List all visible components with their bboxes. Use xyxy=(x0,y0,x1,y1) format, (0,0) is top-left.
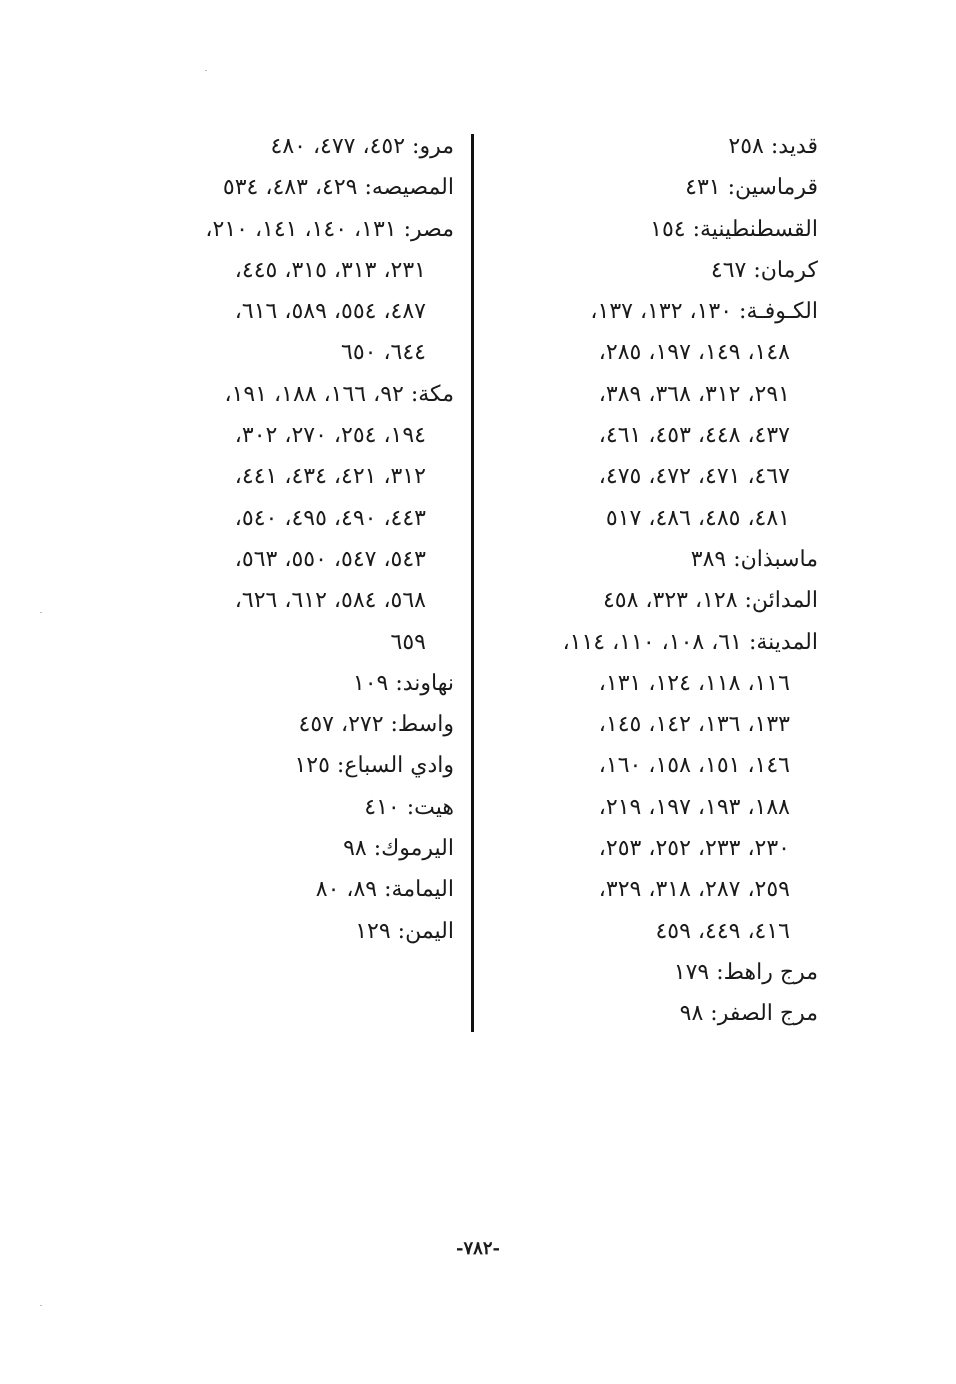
index-entry: القسطنطينية: ١٥٤ xyxy=(650,216,818,242)
index-entry: مرو: ٤٥٢، ٤٧٧، ٤٨٠ xyxy=(270,134,454,159)
index-entry: ماسبذان: ٣٨٩ xyxy=(690,546,818,572)
index-entry-continuation: ٤٣٧، ٤٤٨، ٤٥٣، ٤٦١، xyxy=(598,423,790,449)
index-entry-continuation: ٥٦٨، ٥٨٤، ٦١٢، ٦٢٦، xyxy=(234,588,426,614)
index-entry: واسط: ٢٧٢، ٤٥٧ xyxy=(298,712,454,738)
index-entry: مكة: ٩٢، ١٦٦، ١٨٨، ١٩١، xyxy=(224,381,454,407)
index-entry-continuation: ٥٤٣، ٥٤٧، ٥٥٠، ٥٦٣، xyxy=(234,546,426,572)
index-entry-continuation: ٢٣٠، ٢٣٣، ٢٥٢، ٢٥٣، xyxy=(598,836,790,862)
index-entry-continuation: ٤١٦، ٤٤٩، ٤٥٩ xyxy=(655,918,790,944)
index-entry: اليمن: ١٢٩ xyxy=(355,918,454,944)
index-entry-continuation: ١٤٨، ١٤٩، ١٩٧، ٢٨٥، xyxy=(598,340,790,366)
index-column-right xyxy=(488,126,818,1035)
index-entry-continuation: ٢٥٩، ٢٨٧، ٣١٨، ٣٢٩، xyxy=(598,877,790,903)
index-entry-continuation: ١١٦، ١١٨، ١٢٤، ١٣١، xyxy=(598,670,790,696)
index-entry-continuation: ٤٨١، ٤٨٥، ٤٨٦، ٥١٧ xyxy=(605,505,790,531)
index-entry: الكـوفـة: ١٣٠، ١٣٢، ١٣٧، xyxy=(590,299,818,325)
index-entry: اليمامة: ٨٩، ٨٠ xyxy=(315,877,454,903)
index-entry: اليرموك: ٩٨ xyxy=(343,836,454,862)
page-number: -٧٨٢- xyxy=(456,1238,500,1259)
index-entry-continuation: ٢٩١، ٣١٢، ٣٦٨، ٣٨٩، xyxy=(598,381,790,407)
index-entry: هيت: ٤١٠ xyxy=(364,794,454,820)
index-entry-continuation: ٢٣١، ٣١٣، ٣١٥، ٤٤٥، xyxy=(234,257,426,283)
scan-speck xyxy=(205,70,207,71)
index-entry: كرمان: ٤٦٧ xyxy=(710,257,818,283)
index-entry-continuation: ١٨٨، ١٩٣، ١٩٧، ٢١٩، xyxy=(598,794,790,820)
index-entry: المدائن: ١٢٨، ٣٢٣، ٤٥٨ xyxy=(602,588,818,614)
index-entry: قرماسين: ٤٣١ xyxy=(685,175,818,201)
index-entry: مرج الصفر: ٩٨ xyxy=(679,1001,818,1027)
index-entry: المصيصه: ٤٢٩، ٤٨٣، ٥٣٤ xyxy=(222,175,454,201)
column-divider xyxy=(471,134,474,1032)
index-column-left xyxy=(124,126,454,952)
index-entry: وادي السباع: ١٢٥ xyxy=(294,753,454,779)
index-entry-continuation: ١٤٦، ١٥١، ١٥٨، ١٦٠، xyxy=(598,753,790,779)
index-entry-continuation: ١٩٤، ٢٥٤، ٢٧٠، ٣٠٢، xyxy=(234,423,426,449)
index-entry-continuation: ٤٨٧، ٥٥٤، ٥٨٩، ٦١٦، xyxy=(234,299,426,325)
index-entry: مرج راهط: ١٧٩ xyxy=(673,959,818,985)
scan-speck xyxy=(40,612,42,613)
index-entry: قديد: ٢٥٨ xyxy=(728,134,818,159)
index-entry-continuation: ٤٦٧، ٤٧١، ٤٧٢، ٤٧٥، xyxy=(598,464,790,490)
scan-speck xyxy=(40,1305,42,1306)
index-entry-continuation: ١٣٣، ١٣٦، ١٤٢، ١٤٥، xyxy=(598,712,790,738)
index-entry-continuation: ٣١٢، ٤٢١، ٤٣٤، ٤٤١، xyxy=(234,464,426,490)
index-entry-continuation: ٤٤٣، ٤٩٠، ٤٩٥، ٥٤٠، xyxy=(234,505,426,531)
index-entry: المدينة: ٦١، ١٠٨، ١١٠، ١١٤، xyxy=(562,629,818,655)
index-entry-continuation: ٦٥٩ xyxy=(390,629,426,655)
index-entry: مصر: ١٣١، ١٤٠، ١٤١، ٢١٠، xyxy=(205,216,454,242)
index-entry: نهاوند: ١٠٩ xyxy=(352,670,454,696)
index-entry-continuation: ٦٤٤، ٦٥٠ xyxy=(341,340,426,366)
